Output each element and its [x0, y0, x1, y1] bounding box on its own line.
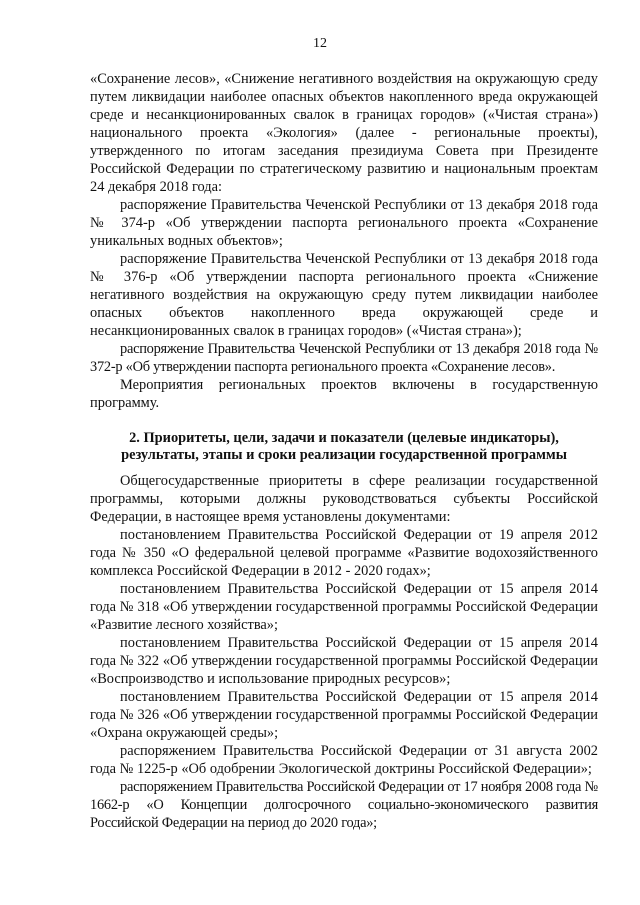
paragraph: распоряжение Правительства Чеченской Республики от 13 декабря 2018 года № 376-р «Об утверждении паспорта регионального проекта «Снижение негативного воздействия на окружающую среду путем ликвидации наиболее опасных объектов накопленного вреда окружающей среде и несанкционированных свалок в границах городов» («Чистая страна»);: [90, 251, 598, 339]
page-number: 12: [313, 36, 327, 51]
paragraph: Мероприятия региональных проектов включены в государственную программу.: [90, 377, 598, 411]
paragraph: распоряжением Правительства Российской Федерации от 17 ноября 2008 года № 1662-р «О Концепции долгосрочного социально-экономического развития Российской Федерации на период до 2020 года»;: [90, 779, 598, 831]
paragraph: распоряжение Правительства Чеченской Республики от 13 декабря 2018 года № 374-р «Об утверждении паспорта регионального проекта «Сохранение уникальных водных объектов»;: [90, 197, 598, 249]
paragraph: постановлением Правительства Российской Федерации от 15 апреля 2014 года № 318 «Об утверждении государственной программы Российской Федерации «Развитие лесного хозяйства»;: [90, 581, 598, 633]
section-heading: [90, 430, 598, 464]
paragraph: постановлением Правительства Российской Федерации от 19 апреля 2012 года № 350 «О федеральной целевой программе «Развитие водохозяйственного комплекса Российской Федерации в 2012 - 2020 годах»;: [90, 527, 598, 579]
paragraph: постановлением Правительства Российской Федерации от 15 апреля 2014 года № 322 «Об утверждении государственной программы Российской Федерации «Воспроизводство и использование природных ресурсов»;: [90, 635, 598, 687]
paragraph: постановлением Правительства Российской Федерации от 15 апреля 2014 года № 326 «Об утверждении государственной программы Российской Федерации «Охрана окружающей среды»;: [90, 689, 598, 741]
paragraph: Общегосударственные приоритеты в сфере реализации государственной программы, которыми должны руководствоваться субъекты Российской Федерации, в настоящее время установлены документами:: [90, 473, 598, 525]
section-heading-line: 2. Приоритеты, цели, задачи и показатели (целевые индикаторы),: [129, 430, 559, 446]
paragraph: распоряжением Правительства Российской Федерации от 31 августа 2002 года № 1225-р «Об одобрении Экологической доктрины Российской Федерации»;: [90, 743, 598, 777]
section-heading-line: результаты, этапы и сроки реализации государственной программы: [121, 447, 567, 463]
document-body: [90, 70, 598, 832]
paragraph: распоряжение Правительства Чеченской Республики от 13 декабря 2018 года № 372-р «Об утверждении паспорта регионального проекта «Сохранение лесов».: [90, 341, 598, 375]
paragraph: «Сохранение лесов», «Снижение негативного воздействия на окружающую среду путем ликвидации наиболее опасных объектов накопленного вреда окружающей среде и несанкционированных свалок в границах городов» («Чистая страна») национального проекта «Экология» (далее - региональные проекты), утвержденного по итогам заседания президиума Совета при Президенте Российской Федерации по стратегическому развитию и национальным проектам 24 декабря 2018 года:: [90, 71, 598, 195]
